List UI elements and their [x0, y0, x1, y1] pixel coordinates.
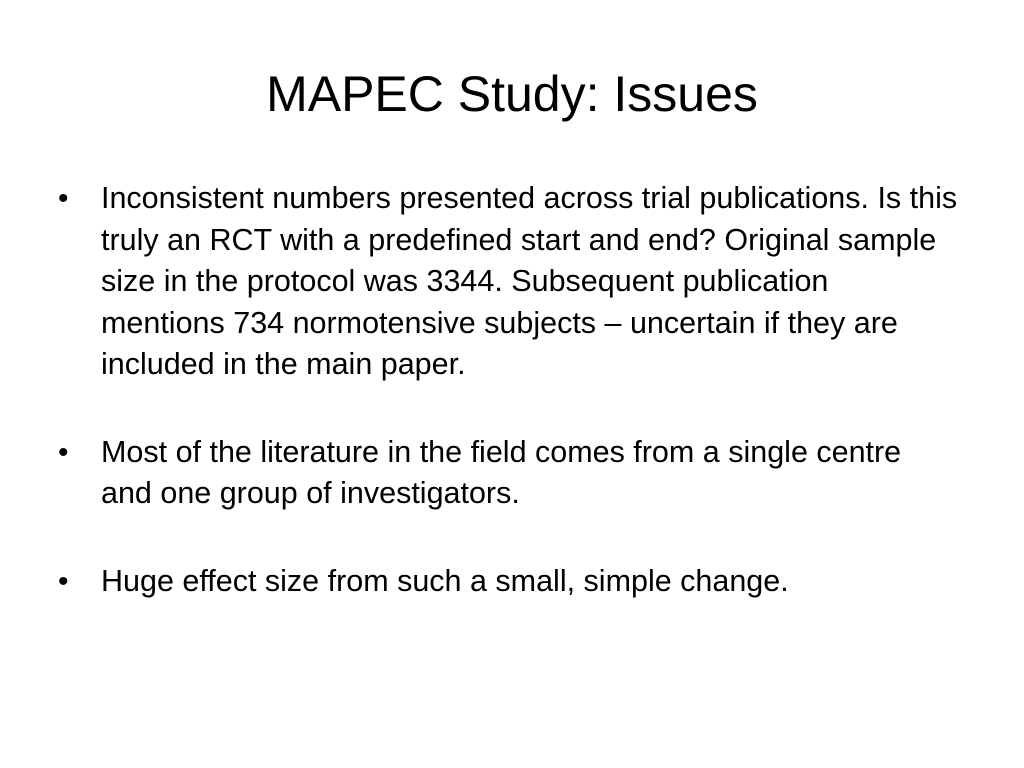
- slide-title: MAPEC Study: Issues: [266, 66, 758, 122]
- bullet-icon: •: [58, 564, 69, 598]
- bullet-list: [58, 178, 958, 648]
- bullet-item: [58, 561, 958, 603]
- bullet-item: [58, 432, 958, 515]
- bullet-icon: •: [58, 435, 69, 469]
- bullet-text: Huge effect size from such a small, simple change.: [101, 563, 789, 598]
- bullet-text: Inconsistent numbers presented across trial publications. Is this truly an RCT with a predefined start and end? Original sample size in the protocol was 3344. Subsequent publication mentions 734 normotensive subjects – uncertain if they are included in the main paper.: [101, 181, 958, 381]
- bullet-icon: •: [58, 182, 69, 215]
- bullet-text: Most of the literature in the field comes from a single centre and one group of investigators.: [101, 434, 902, 510]
- bullet-item: [58, 178, 958, 386]
